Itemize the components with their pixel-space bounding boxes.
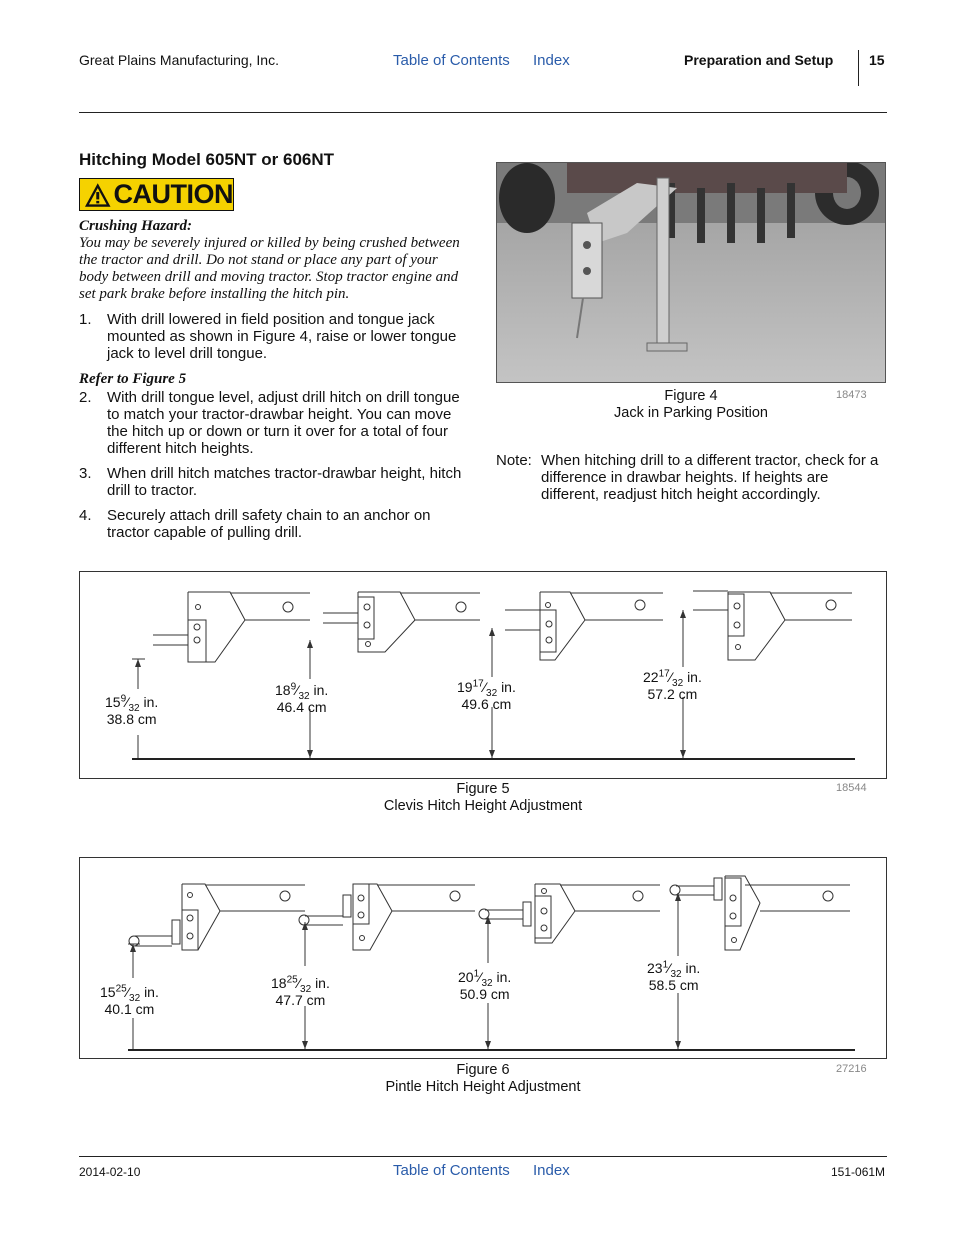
footer-rule (79, 1156, 887, 1157)
figure5-number: Figure 5 (456, 781, 510, 797)
measurement-label: $19^{17}⁄_{32}$ in. 49.6 cm (457, 678, 516, 712)
toc-link-header[interactable]: Table of Contents (393, 52, 510, 69)
step-number: 1. (79, 311, 92, 328)
header-divider (858, 50, 859, 86)
footer-date: 2014-02-10 (79, 1165, 141, 1179)
step-text: Securely attach drill safety chain to an anchor on tractor capable of pulling drill. (107, 507, 431, 541)
hazard-text: You may be severely injured or killed by being crushed between the tractor and drill. Do not stand or place any part of your body between drill and moving tractor. Stop tractor engine and set park brake before installing the hitch pin. (79, 235, 460, 302)
step-text: With drill lowered in field position and tongue jack mounted as shown in Figure 4, raise or lower tongue jack to level drill tongue. (107, 311, 457, 362)
figure6-number: Figure 6 (456, 1062, 510, 1078)
figure5-diagram (79, 571, 887, 779)
step-list-1 (79, 311, 471, 362)
hazard-title: Crushing Hazard: (79, 218, 192, 234)
figure6-diagram (79, 857, 887, 1059)
figure6-id: 27216 (836, 1063, 867, 1075)
caution-banner (79, 178, 234, 211)
jack-photo (496, 162, 886, 383)
note-text: When hitching drill to a different tractor, check for a difference in drawbar heights. If heights are different, readjust hitch height accordingly. (541, 452, 879, 503)
measurement-label: $15^9⁄_{32}$ in. 38.8 cm (105, 693, 159, 727)
hazard-block (79, 218, 469, 303)
step-number: 4. (79, 507, 92, 524)
doc-number: 151-061M (831, 1165, 886, 1179)
step-text: When drill hitch matches tractor-drawbar height, hitch drill to tractor. (107, 465, 462, 499)
company-name: Great Plains Manufacturing, Inc. (79, 52, 279, 68)
step-item (79, 389, 471, 457)
figure4-caption (496, 388, 886, 422)
page-number: 15 (869, 52, 885, 68)
measurement-label: $15^{25}⁄_{32}$ in. 40.1 cm (100, 983, 159, 1017)
measurement-label: $23^1⁄_{32}$ in. 58.5 cm (647, 959, 701, 993)
caution-label: CAUTION (113, 179, 233, 209)
step-list-2 (79, 389, 471, 541)
step-item (79, 465, 471, 499)
figure5-id: 18544 (836, 782, 867, 794)
step-text: With drill tongue level, adjust drill hitch on drill tongue to match your tractor-drawbar height. You can move the hitch up or down or turn it over for a total of four different hitch heights. (107, 389, 460, 457)
index-link-header[interactable]: Index (533, 52, 570, 69)
measurement-label: $22^{17}⁄_{32}$ in. 57.2 cm (643, 668, 702, 702)
step-number: 2. (79, 389, 92, 406)
step-item (79, 507, 471, 541)
step-item (79, 311, 471, 362)
figure6-title: Pintle Hitch Height Adjustment (385, 1079, 581, 1095)
measurement-label: $20^1⁄_{32}$ in. 50.9 cm (458, 968, 512, 1002)
measurement-label: $18^{25}⁄_{32}$ in. 47.7 cm (271, 974, 330, 1008)
header-rule (79, 112, 887, 113)
section-title: Hitching Model 605NT or 606NT (79, 150, 335, 169)
warning-triangle-icon (84, 182, 112, 208)
toc-link-footer[interactable]: Table of Contents (393, 1162, 510, 1179)
refer-note: Refer to Figure 5 (79, 371, 187, 387)
note-block (496, 452, 886, 503)
measurement-label: $18^9⁄_{32}$ in. 46.4 cm (275, 681, 329, 715)
figure5-title: Clevis Hitch Height Adjustment (383, 798, 583, 814)
figure4-id: 18473 (836, 389, 867, 401)
figure4-number: Figure 4 (664, 388, 718, 404)
note-label: Note: (496, 452, 532, 469)
figure5-caption (79, 781, 887, 815)
pintle-hitch-drawing (80, 858, 886, 1058)
clevis-hitch-drawing (80, 572, 886, 778)
index-link-footer[interactable]: Index (533, 1162, 570, 1179)
section-name: Preparation and Setup (684, 52, 834, 68)
figure4-title: Jack in Parking Position (614, 405, 768, 421)
figure6-caption (79, 1062, 887, 1096)
step-number: 3. (79, 465, 92, 482)
